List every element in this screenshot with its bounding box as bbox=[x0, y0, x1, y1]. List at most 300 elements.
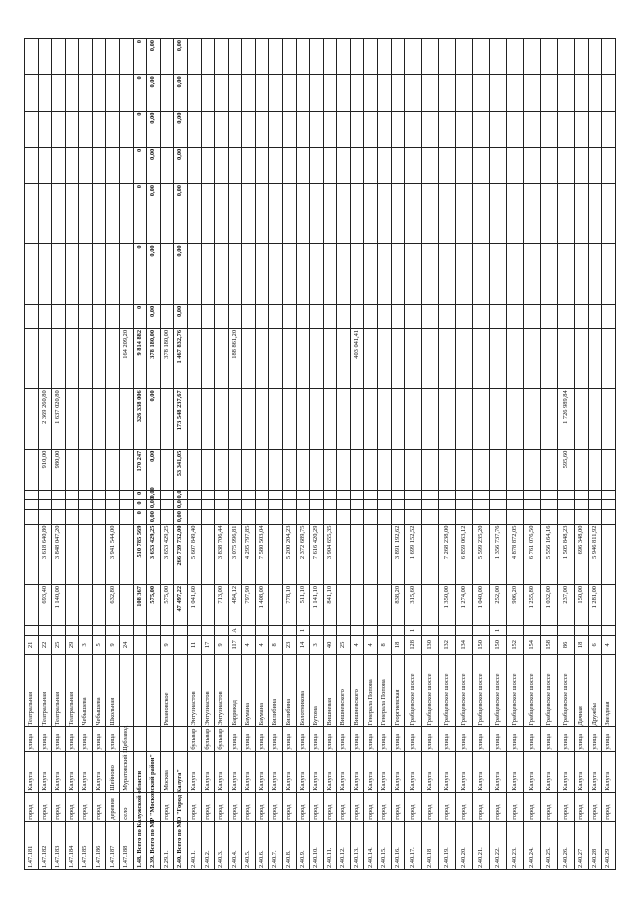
table-cell bbox=[160, 449, 174, 490]
table-cell bbox=[456, 304, 473, 328]
table-cell bbox=[558, 184, 575, 244]
table-cell: 3 bbox=[79, 635, 93, 654]
table-cell bbox=[296, 328, 310, 388]
table-cell: 713,00 bbox=[215, 584, 229, 625]
table-cell bbox=[350, 510, 364, 524]
table-cell bbox=[228, 500, 242, 510]
table-cell bbox=[282, 449, 296, 490]
table-cell: улица bbox=[255, 727, 269, 751]
table-cell bbox=[422, 244, 439, 304]
table-cell bbox=[269, 39, 283, 75]
table-cell: 2.39. Всего по МР "Московский район" bbox=[147, 821, 161, 869]
table-cell: город bbox=[588, 792, 602, 821]
table-cell bbox=[422, 389, 439, 449]
table-cell: 1 bbox=[490, 626, 507, 636]
table-cell: улица bbox=[524, 727, 541, 751]
table-cell bbox=[364, 304, 378, 328]
table-cell bbox=[120, 655, 134, 727]
table-cell bbox=[187, 389, 201, 449]
table-cell: Калуга bbox=[575, 751, 589, 792]
table-cell bbox=[201, 244, 215, 304]
table-cell bbox=[160, 304, 174, 328]
table-cell bbox=[201, 626, 215, 636]
table-cell bbox=[38, 500, 52, 510]
table-cell: 2.40.27 bbox=[575, 821, 589, 869]
table-cell bbox=[160, 184, 174, 244]
table-cell: Калуга bbox=[269, 751, 283, 792]
table-cell bbox=[391, 304, 405, 328]
table-row bbox=[364, 39, 378, 870]
table-cell: 4 bbox=[242, 635, 256, 654]
table-cell: Театральная bbox=[38, 655, 52, 727]
table-cell: Энтузиастов bbox=[215, 655, 229, 727]
table-cell: Рязановское bbox=[160, 655, 174, 727]
table-cell bbox=[38, 626, 52, 636]
table-cell: деревня bbox=[106, 792, 120, 821]
table-cell bbox=[228, 184, 242, 244]
table-cell bbox=[215, 184, 229, 244]
table-cell bbox=[25, 626, 39, 636]
table-cell: 0,00 bbox=[174, 147, 188, 183]
table-cell: 1.47.185 bbox=[79, 821, 93, 869]
table-cell: 2.40.6. bbox=[255, 821, 269, 869]
table-cell bbox=[507, 500, 524, 510]
table-cell bbox=[65, 304, 79, 328]
table-cell: улица bbox=[79, 727, 93, 751]
table-cell: 2.40.7. bbox=[269, 821, 283, 869]
table-cell bbox=[456, 490, 473, 500]
table-cell: город bbox=[439, 792, 456, 821]
table-cell bbox=[524, 510, 541, 524]
table-cell: Баумана bbox=[255, 655, 269, 727]
table-cell bbox=[378, 147, 392, 183]
table-cell bbox=[405, 304, 422, 328]
table-cell: 1 699 152,52 bbox=[405, 524, 422, 584]
table-cell bbox=[473, 147, 490, 183]
table-cell bbox=[92, 147, 106, 183]
table-cell bbox=[65, 184, 79, 244]
table-cell bbox=[242, 147, 256, 183]
table-cell: 25 bbox=[337, 635, 351, 654]
table-cell: 1.47.184 bbox=[65, 821, 79, 869]
table-cell bbox=[602, 244, 616, 304]
table-cell bbox=[558, 328, 575, 388]
table-cell bbox=[92, 500, 106, 510]
table-cell bbox=[65, 244, 79, 304]
table-cell: 0,00 bbox=[147, 184, 161, 244]
table-cell bbox=[296, 490, 310, 500]
table-cell bbox=[350, 111, 364, 147]
table-cell bbox=[456, 510, 473, 524]
table-cell: 24 bbox=[120, 635, 134, 654]
table-cell bbox=[439, 328, 456, 388]
table-cell: Калуга bbox=[215, 751, 229, 792]
table-cell: 252,00 bbox=[490, 584, 507, 625]
table-cell bbox=[79, 184, 93, 244]
table-cell bbox=[201, 449, 215, 490]
table-cell: Калуга bbox=[439, 751, 456, 792]
table-cell bbox=[242, 449, 256, 490]
table-cell bbox=[350, 244, 364, 304]
table-cell bbox=[255, 184, 269, 244]
table-cell: 47 497,22 bbox=[174, 584, 188, 625]
table-cell bbox=[242, 389, 256, 449]
table-cell: Калуга bbox=[558, 751, 575, 792]
table-cell bbox=[201, 328, 215, 388]
table-cell: 1 281,00 bbox=[588, 584, 602, 625]
table-cell bbox=[490, 39, 507, 75]
table-cell bbox=[160, 727, 174, 751]
table-cell bbox=[378, 75, 392, 111]
table-cell bbox=[524, 626, 541, 636]
table-cell bbox=[215, 389, 229, 449]
table-cell: 0,00 bbox=[147, 490, 161, 500]
table-row bbox=[456, 39, 473, 870]
table-row bbox=[541, 39, 558, 870]
table-cell bbox=[405, 510, 422, 524]
table-cell bbox=[337, 389, 351, 449]
table-cell: город bbox=[524, 792, 541, 821]
table-cell: 595,60 bbox=[558, 449, 575, 490]
table-cell: улица bbox=[282, 727, 296, 751]
table-cell bbox=[255, 449, 269, 490]
table-cell bbox=[524, 500, 541, 510]
table-cell bbox=[602, 304, 616, 328]
table-cell bbox=[364, 389, 378, 449]
table-total-row bbox=[174, 39, 188, 870]
table-cell bbox=[507, 184, 524, 244]
table-cell: 841,10 bbox=[323, 584, 337, 625]
table-cell bbox=[602, 524, 616, 584]
table-cell bbox=[120, 147, 134, 183]
table-cell bbox=[269, 111, 283, 147]
table-cell: 0,00 bbox=[174, 304, 188, 328]
table-cell: 838,20 bbox=[391, 584, 405, 625]
table-cell bbox=[282, 39, 296, 75]
table-cell: улица bbox=[25, 727, 39, 751]
table-cell bbox=[38, 304, 52, 328]
table-cell: 9 bbox=[160, 635, 174, 654]
table-cell: 22 bbox=[38, 635, 52, 654]
table-cell bbox=[337, 626, 351, 636]
table-cell bbox=[364, 510, 378, 524]
table-cell: 2.40.11. bbox=[323, 821, 337, 869]
table-cell: 0,00 bbox=[147, 39, 161, 75]
table-cell: Калуга bbox=[242, 751, 256, 792]
table-cell: 575,00 bbox=[160, 584, 174, 625]
table-cell: 237,00 bbox=[558, 584, 575, 625]
table-cell bbox=[422, 626, 439, 636]
table-cell bbox=[255, 147, 269, 183]
table-cell bbox=[558, 510, 575, 524]
table-cell: 4 bbox=[602, 635, 616, 654]
table-cell: Грабцевское шоссе bbox=[473, 655, 490, 727]
table-cell bbox=[174, 635, 188, 654]
table-cell bbox=[558, 244, 575, 304]
table-cell: Калуга bbox=[541, 751, 558, 792]
table-cell bbox=[187, 111, 201, 147]
table-cell: 696 348,00 bbox=[575, 524, 589, 584]
table-row bbox=[558, 39, 575, 870]
table-cell: Грабцевское шоссе bbox=[422, 655, 439, 727]
table-cell bbox=[255, 328, 269, 388]
table-cell: 2.40.12. bbox=[337, 821, 351, 869]
table-cell bbox=[405, 147, 422, 183]
table-cell bbox=[187, 147, 201, 183]
table-cell: 2.40.9. bbox=[296, 821, 310, 869]
table-row bbox=[160, 39, 174, 870]
table-cell bbox=[473, 510, 490, 524]
table-cell: 9 bbox=[215, 635, 229, 654]
table-cell: 29 bbox=[65, 635, 79, 654]
table-cell: улица bbox=[296, 727, 310, 751]
table-cell bbox=[65, 584, 79, 625]
table-cell: 8 bbox=[269, 635, 283, 654]
table-cell bbox=[507, 244, 524, 304]
table-cell bbox=[405, 500, 422, 510]
table-cell bbox=[439, 626, 456, 636]
table-cell bbox=[201, 111, 215, 147]
table-cell bbox=[65, 39, 79, 75]
table-cell bbox=[350, 147, 364, 183]
table-cell: город bbox=[558, 792, 575, 821]
table-cell: улица bbox=[473, 727, 490, 751]
table-cell bbox=[323, 39, 337, 75]
table-cell: город bbox=[507, 792, 524, 821]
table-row bbox=[602, 39, 616, 870]
table-cell: 0,00 bbox=[174, 111, 188, 147]
table-cell bbox=[364, 626, 378, 636]
table-cell bbox=[575, 389, 589, 449]
table-cell bbox=[378, 244, 392, 304]
table-cell bbox=[120, 500, 134, 510]
table-cell bbox=[242, 39, 256, 75]
table-cell bbox=[269, 304, 283, 328]
table-cell bbox=[215, 244, 229, 304]
table-cell bbox=[350, 500, 364, 510]
table-cell bbox=[65, 626, 79, 636]
table-cell: 1.47.183 bbox=[52, 821, 66, 869]
table-cell bbox=[323, 147, 337, 183]
table-cell bbox=[160, 39, 174, 75]
table-cell bbox=[350, 389, 364, 449]
table-cell: 2.40.14. bbox=[364, 821, 378, 869]
table-cell: Чебышева bbox=[92, 655, 106, 727]
table-cell: Болотникова bbox=[296, 655, 310, 727]
table-cell: Калуга bbox=[456, 751, 473, 792]
table-cell bbox=[282, 184, 296, 244]
table-cell bbox=[337, 75, 351, 111]
table-cell bbox=[378, 524, 392, 584]
table-cell bbox=[588, 184, 602, 244]
table-cell bbox=[350, 584, 364, 625]
table-cell bbox=[79, 111, 93, 147]
table-cell: 173 548 237,67 bbox=[174, 389, 188, 449]
table-cell bbox=[364, 147, 378, 183]
table-cell bbox=[439, 510, 456, 524]
table-cell: 5 607 849,40 bbox=[187, 524, 201, 584]
table-cell bbox=[439, 389, 456, 449]
table-cell bbox=[405, 490, 422, 500]
table-cell: улица bbox=[575, 727, 589, 751]
table-cell bbox=[25, 75, 39, 111]
table-cell bbox=[541, 626, 558, 636]
table-cell bbox=[201, 304, 215, 328]
table-cell: 980,00 bbox=[52, 449, 66, 490]
table-cell: 0 bbox=[133, 184, 147, 244]
table-cell: город bbox=[541, 792, 558, 821]
table-cell bbox=[282, 75, 296, 111]
table-cell bbox=[282, 500, 296, 510]
table-cell bbox=[378, 39, 392, 75]
table-cell bbox=[25, 490, 39, 500]
table-cell bbox=[422, 147, 439, 183]
table-cell bbox=[575, 510, 589, 524]
table-cell bbox=[602, 500, 616, 510]
table-cell: город bbox=[422, 792, 439, 821]
table-cell bbox=[337, 510, 351, 524]
table-cell: 6 761 076,50 bbox=[524, 524, 541, 584]
table-cell: 0,00 bbox=[147, 449, 161, 490]
table-cell: 3 848 047,20 bbox=[52, 524, 66, 584]
table-cell bbox=[588, 500, 602, 510]
table-cell: улица bbox=[364, 727, 378, 751]
table-cell: 2 369 260,80 bbox=[38, 389, 52, 449]
table-cell bbox=[215, 626, 229, 636]
table-cell: 4 bbox=[255, 635, 269, 654]
table-cell: 40 bbox=[323, 635, 337, 654]
table-cell: Звездная bbox=[602, 655, 616, 727]
table-cell bbox=[255, 626, 269, 636]
table-cell bbox=[439, 500, 456, 510]
table-cell bbox=[490, 184, 507, 244]
table-cell bbox=[422, 304, 439, 328]
table-cell bbox=[337, 304, 351, 328]
table-cell bbox=[473, 449, 490, 490]
table-cell: Калуга bbox=[524, 751, 541, 792]
table-cell: улица bbox=[405, 727, 422, 751]
table-cell bbox=[92, 75, 106, 111]
table-cell: 5 599 235,20 bbox=[473, 524, 490, 584]
table-cell: 2.40.13. bbox=[350, 821, 364, 869]
table-cell bbox=[296, 389, 310, 449]
table-cell bbox=[269, 244, 283, 304]
table-cell: улица bbox=[456, 727, 473, 751]
table-cell: город bbox=[282, 792, 296, 821]
table-cell bbox=[323, 626, 337, 636]
table-cell bbox=[378, 449, 392, 490]
table-cell: 1 274,00 bbox=[456, 584, 473, 625]
table-cell bbox=[391, 500, 405, 510]
table-cell bbox=[602, 184, 616, 244]
table-cell bbox=[541, 328, 558, 388]
table-cell: Калуга bbox=[65, 751, 79, 792]
table-cell bbox=[524, 75, 541, 111]
table-cell bbox=[405, 39, 422, 75]
table-cell bbox=[575, 111, 589, 147]
table-cell bbox=[391, 626, 405, 636]
table-cell bbox=[133, 626, 147, 636]
table-cell bbox=[38, 147, 52, 183]
table-cell: 170 247 bbox=[133, 449, 147, 490]
table-cell bbox=[120, 449, 134, 490]
table-cell: А bbox=[228, 626, 242, 636]
table-cell bbox=[215, 490, 229, 500]
table-cell: 1.47.181 bbox=[25, 821, 39, 869]
table-cell bbox=[456, 449, 473, 490]
table-cell bbox=[323, 510, 337, 524]
table-row bbox=[588, 39, 602, 870]
table-cell bbox=[588, 328, 602, 388]
table-cell bbox=[310, 449, 324, 490]
table-cell: город bbox=[52, 792, 66, 821]
table-cell bbox=[337, 147, 351, 183]
table-cell bbox=[323, 328, 337, 388]
table-cell bbox=[296, 500, 310, 510]
table-row bbox=[405, 39, 422, 870]
table-cell: город bbox=[473, 792, 490, 821]
table-cell bbox=[255, 500, 269, 510]
table-cell bbox=[378, 584, 392, 625]
table-cell bbox=[323, 389, 337, 449]
table-cell: Калуга bbox=[490, 751, 507, 792]
table-cell bbox=[79, 39, 93, 75]
table-cell bbox=[269, 147, 283, 183]
table-cell: 2.40.22. bbox=[490, 821, 507, 869]
table-cell: город bbox=[92, 792, 106, 821]
table-cell bbox=[507, 39, 524, 75]
table-cell bbox=[79, 75, 93, 111]
table-cell: Билибина bbox=[282, 655, 296, 727]
table-cell: 2.40.2. bbox=[201, 821, 215, 869]
table-cell bbox=[106, 39, 120, 75]
table-row bbox=[242, 39, 256, 870]
table-cell: 0,00 bbox=[147, 111, 161, 147]
table-cell: Калуга bbox=[228, 751, 242, 792]
table-cell bbox=[473, 500, 490, 510]
table-cell bbox=[215, 39, 229, 75]
table-cell bbox=[201, 500, 215, 510]
table-cell bbox=[337, 584, 351, 625]
table-cell bbox=[282, 328, 296, 388]
table-row bbox=[422, 39, 439, 870]
table-cell bbox=[174, 655, 188, 727]
table-cell bbox=[391, 510, 405, 524]
table-cell: 0,00 bbox=[147, 147, 161, 183]
table-cell: 2.40. Всего по МО "Город Калуга" bbox=[174, 821, 188, 869]
table-cell bbox=[160, 626, 174, 636]
table-cell bbox=[323, 75, 337, 111]
table-cell: 510 785 569 bbox=[133, 524, 147, 584]
table-cell bbox=[524, 304, 541, 328]
table-cell: Вишневая bbox=[323, 655, 337, 727]
table-cell bbox=[602, 328, 616, 388]
table-cell bbox=[133, 655, 147, 727]
table-cell bbox=[350, 626, 364, 636]
table-cell bbox=[147, 655, 161, 727]
table-cell: 1 505 848,23 bbox=[558, 524, 575, 584]
table-cell bbox=[405, 111, 422, 147]
table-cell bbox=[242, 244, 256, 304]
table-cell: 108 367 bbox=[133, 584, 147, 625]
table-cell bbox=[473, 244, 490, 304]
table-cell bbox=[490, 510, 507, 524]
table-cell bbox=[391, 184, 405, 244]
table-cell: 2.40.3. bbox=[215, 821, 229, 869]
table-cell: Баррикад bbox=[228, 655, 242, 727]
table-cell bbox=[38, 490, 52, 500]
table-cell bbox=[575, 328, 589, 388]
